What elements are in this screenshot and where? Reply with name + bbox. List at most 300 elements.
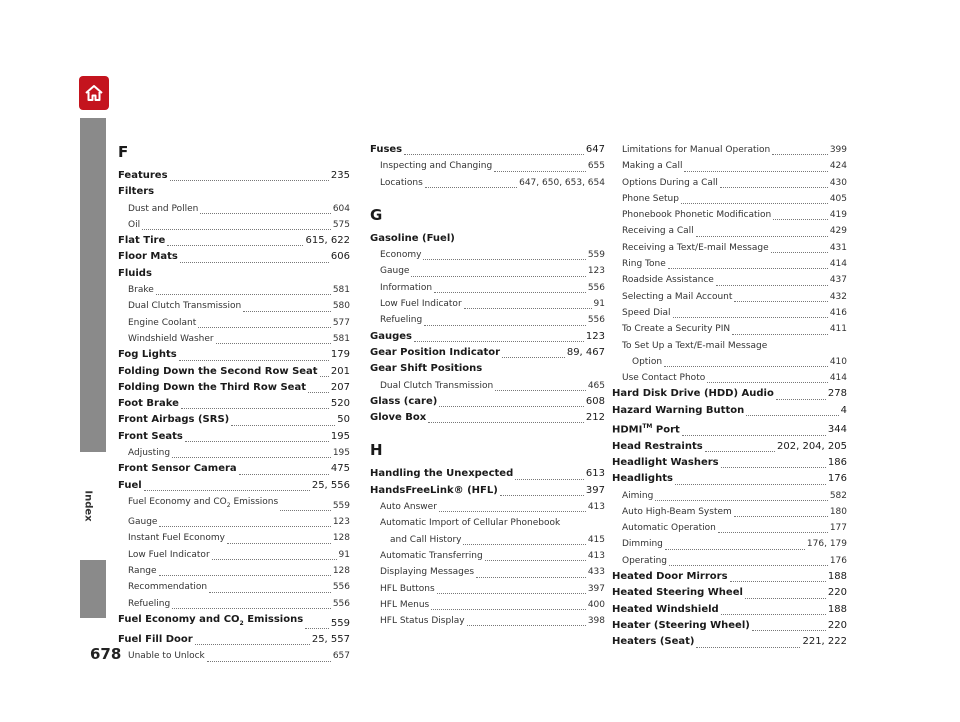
dot-leader xyxy=(167,245,303,246)
page-ref-link[interactable]: 128 xyxy=(332,533,350,544)
index-subentry[interactable] xyxy=(612,553,847,569)
page-ref-link[interactable]: 278 xyxy=(827,388,847,400)
page-ref-link[interactable]: 606 xyxy=(330,251,350,263)
index-entry[interactable] xyxy=(118,429,350,445)
dot-leader xyxy=(485,560,586,561)
entry-label: Glass (care) xyxy=(370,395,438,407)
page-ref-link[interactable]: 647, 650, 653, 654 xyxy=(519,177,605,188)
index-entry[interactable] xyxy=(612,602,847,618)
index-subentry[interactable] xyxy=(612,305,847,321)
page-ref-link[interactable]: 424 xyxy=(829,161,847,172)
entry-label: Inspecting and Changing xyxy=(380,161,493,172)
index-subentry[interactable] xyxy=(118,530,350,546)
dot-leader xyxy=(495,390,586,391)
entry-label: Automatic Transferring xyxy=(380,550,483,561)
index-entry[interactable] xyxy=(118,478,350,494)
page-ref-link[interactable]: 431 xyxy=(829,242,847,253)
page-ref-link[interactable]: 202, 204, 205 xyxy=(777,440,847,452)
page-ref-link[interactable]: 50 xyxy=(337,414,350,426)
entry-label: Fuel Economy and $CO_2$ Emissions xyxy=(128,496,279,509)
dot-leader xyxy=(159,575,331,576)
dot-leader xyxy=(476,577,586,578)
index-entry[interactable] xyxy=(370,466,605,482)
entry-label: Aiming xyxy=(622,490,654,501)
entry-label: Limitations for Manual Operation xyxy=(622,145,771,155)
index-entry[interactable] xyxy=(612,634,847,650)
index-subentry[interactable] xyxy=(612,536,847,552)
dot-leader xyxy=(437,593,586,594)
page-ref-link[interactable]: 559 xyxy=(332,500,350,511)
dot-leader xyxy=(665,549,805,550)
page-ref-link[interactable]: 608 xyxy=(585,395,605,407)
dot-leader xyxy=(439,406,584,407)
dot-leader xyxy=(515,479,584,480)
page-ref-link[interactable]: 655 xyxy=(587,161,605,172)
index-subentry[interactable] xyxy=(370,499,605,515)
index-entry[interactable] xyxy=(370,142,605,158)
index-subentry[interactable] xyxy=(370,548,605,564)
index-subentry[interactable] xyxy=(370,581,605,597)
index-subentry[interactable] xyxy=(612,191,847,207)
index-entry[interactable] xyxy=(612,569,847,585)
page-ref-link[interactable]: 647 xyxy=(585,144,605,155)
index-entry[interactable] xyxy=(370,329,605,345)
entry-label: Adjusting xyxy=(128,448,171,459)
dot-leader xyxy=(439,511,586,512)
entry-label: Recommendation xyxy=(128,582,208,593)
entry-label: Auto High-Beam System xyxy=(622,506,732,517)
page-ref-link[interactable]: 207 xyxy=(330,381,350,393)
page-ref-link[interactable]: 415 xyxy=(587,534,605,545)
entry-label: Automatic Operation xyxy=(622,523,716,534)
dot-leader xyxy=(752,630,826,631)
index-subentry[interactable] xyxy=(370,280,605,296)
index-subentry[interactable] xyxy=(370,597,605,613)
dot-leader xyxy=(675,484,826,485)
entry-label: Folding Down the Third Row Seat xyxy=(118,381,306,393)
entry-label: Heated Windshield xyxy=(612,603,719,615)
entry-label: Front Sensor Camera xyxy=(118,463,237,475)
index-subentry[interactable] xyxy=(370,263,605,279)
dot-leader xyxy=(696,647,800,648)
dot-leader xyxy=(200,213,330,214)
entry-label: Dimming xyxy=(622,539,663,550)
dot-leader xyxy=(280,510,331,511)
page-ref-link[interactable]: 413 xyxy=(587,502,605,513)
index-entry[interactable] xyxy=(612,403,847,419)
entry-label: Heaters (Seat) xyxy=(612,636,695,648)
index-entry[interactable] xyxy=(118,249,350,265)
entry-label: Gauge xyxy=(380,266,410,277)
entry-label: Windshield Washer xyxy=(128,333,214,344)
page-ref-link[interactable]: 123 xyxy=(332,517,350,528)
index-subentry[interactable] xyxy=(118,579,350,595)
page-ref-link[interactable]: 195 xyxy=(330,430,350,442)
entry-label: Automatic Import of Cellular Phonebook xyxy=(380,518,561,529)
entry-label: Roadside Assistance xyxy=(622,275,714,286)
index-entry[interactable] xyxy=(118,612,350,632)
page-ref-link[interactable]: 581 xyxy=(332,333,350,344)
index-entry[interactable] xyxy=(612,386,847,402)
dot-leader xyxy=(231,425,335,426)
entry-label: Speed Dial xyxy=(622,307,671,318)
entry-label: Unable to Unlock xyxy=(128,651,205,662)
page-ref-link[interactable]: 235 xyxy=(330,170,350,181)
index-subentry[interactable] xyxy=(612,223,847,239)
entry-label: Heated Steering Wheel xyxy=(612,587,743,599)
entry-label: Flat Tire xyxy=(118,235,166,247)
entry-label: Heated Door Mirrors xyxy=(612,571,728,583)
entry-label: Refueling xyxy=(128,598,171,609)
page-ref-link[interactable]: 559 xyxy=(330,617,350,629)
page-ref-link[interactable]: 91 xyxy=(593,299,605,310)
index-entry[interactable] xyxy=(118,364,350,380)
page-ref-link[interactable]: 400 xyxy=(587,599,605,610)
page-ref-link[interactable]: 430 xyxy=(829,177,847,188)
page-ref-link[interactable]: 188 xyxy=(827,603,847,615)
index-subentry[interactable] xyxy=(118,217,350,233)
page-ref-link[interactable]: 577 xyxy=(332,317,350,328)
dot-leader xyxy=(207,661,331,662)
dot-leader xyxy=(423,259,585,260)
dot-leader xyxy=(721,467,826,468)
index-column-2 xyxy=(370,142,605,629)
dot-leader xyxy=(425,187,517,188)
index-subentry[interactable] xyxy=(370,564,605,580)
page-ref-link[interactable]: 414 xyxy=(829,259,847,270)
entry-label: HandsFreeLink® (HFL) xyxy=(370,484,498,496)
dot-leader xyxy=(681,203,828,204)
dot-leader xyxy=(707,382,828,383)
section-letter-g: G xyxy=(370,205,383,224)
page-ref-link[interactable]: 475 xyxy=(330,463,350,475)
dot-leader xyxy=(716,285,828,286)
index-subentry[interactable] xyxy=(118,445,350,461)
entry-label: Low Fuel Indicator xyxy=(380,299,462,310)
index-subentry[interactable] xyxy=(118,648,350,664)
page-ref-link[interactable]: 220 xyxy=(827,619,847,631)
index-subentry[interactable] xyxy=(118,547,350,563)
index-entry[interactable] xyxy=(370,483,605,499)
index-subentry[interactable] xyxy=(370,532,605,548)
page-ref-link[interactable]: 123 xyxy=(585,330,605,342)
dot-leader xyxy=(655,500,827,501)
entry-label: Gear Position Indicator xyxy=(370,346,501,358)
page-ref-link[interactable]: 177 xyxy=(829,523,847,534)
section-letter-h: H xyxy=(370,441,383,460)
page-ref-link[interactable]: 89, 467 xyxy=(566,346,605,358)
dot-leader xyxy=(434,292,586,293)
index-subentry[interactable] xyxy=(612,289,847,305)
index-entry[interactable] xyxy=(118,396,350,412)
page-ref-link[interactable]: 580 xyxy=(332,301,350,312)
dot-leader xyxy=(732,334,828,335)
entry-label: HDMI™ Port xyxy=(612,423,680,436)
index-entry[interactable] xyxy=(118,347,350,363)
page-ref-link[interactable]: 186 xyxy=(827,456,847,468)
page-ref-link[interactable]: 25, 556 xyxy=(311,479,350,491)
entry-label: Gauges xyxy=(370,330,412,342)
entry-label: Dual Clutch Transmission xyxy=(380,380,494,391)
entry-label: Displaying Messages xyxy=(380,567,475,578)
dot-leader xyxy=(718,532,828,533)
entry-label: Locations xyxy=(380,177,423,188)
dot-leader xyxy=(320,376,329,377)
index-subentry[interactable] xyxy=(612,158,847,174)
index-entries xyxy=(612,142,847,651)
page-ref-link[interactable]: 419 xyxy=(829,210,847,221)
page-ref-link[interactable]: 4 xyxy=(840,404,847,416)
index-subentry[interactable] xyxy=(612,370,847,386)
page-ref-link[interactable]: 179 xyxy=(330,349,350,361)
index-entry[interactable] xyxy=(612,618,847,634)
page-ref-link[interactable]: 212 xyxy=(585,412,605,424)
page-ref-link[interactable]: 581 xyxy=(332,285,350,296)
dot-leader xyxy=(428,422,584,423)
index-entry[interactable] xyxy=(370,345,605,361)
entry-label: Handling the Unexpected xyxy=(370,468,514,480)
entry-label: Foot Brake xyxy=(118,398,179,410)
page-ref-link[interactable]: 91 xyxy=(338,549,350,560)
entry-label: Dust and Pollen xyxy=(128,203,199,214)
index-entry[interactable] xyxy=(612,439,847,455)
page-ref-link[interactable]: 344 xyxy=(827,424,847,436)
page-ref-link[interactable]: 413 xyxy=(587,550,605,561)
dot-leader xyxy=(179,360,329,361)
page-ref-link[interactable]: 432 xyxy=(829,291,847,302)
page-ref-link[interactable]: 195 xyxy=(332,448,350,459)
index-entry[interactable] xyxy=(118,380,350,396)
index-entry[interactable] xyxy=(370,410,605,426)
index-subentry[interactable] xyxy=(118,282,350,298)
entry-label: Hard Disk Drive (HDD) Audio xyxy=(612,388,774,400)
page-ref-link[interactable]: 25, 557 xyxy=(311,634,350,646)
dot-leader xyxy=(424,325,586,326)
entry-label: Low Fuel Indicator xyxy=(128,549,210,560)
entry-label: Brake xyxy=(128,285,154,296)
dot-leader xyxy=(668,268,828,269)
index-heading: Filters xyxy=(118,186,155,198)
index-entry[interactable] xyxy=(118,168,350,184)
index-subentry[interactable] xyxy=(370,296,605,312)
index-subentry[interactable] xyxy=(118,298,350,314)
dot-leader xyxy=(734,516,828,517)
page-ref-link[interactable]: 613 xyxy=(585,468,605,480)
page-ref-link[interactable]: 410 xyxy=(829,356,847,367)
dot-leader xyxy=(664,366,828,367)
page-ref-link[interactable]: 575 xyxy=(332,219,350,230)
entry-label: Oil xyxy=(128,219,141,230)
dot-leader xyxy=(682,435,826,436)
index-subentry[interactable] xyxy=(118,494,350,514)
dot-leader xyxy=(209,592,331,593)
page-ref-link[interactable]: 176 xyxy=(827,473,847,485)
dot-leader xyxy=(305,628,329,629)
index-subentry[interactable] xyxy=(370,158,605,174)
entry-label: Folding Down the Second Row Seat xyxy=(118,365,318,377)
dot-leader xyxy=(185,441,329,442)
dot-leader xyxy=(464,308,592,309)
entry-label: Auto Answer xyxy=(380,502,437,513)
dot-leader xyxy=(730,581,826,582)
entry-label: Operating xyxy=(622,555,667,566)
dot-leader xyxy=(669,565,828,566)
dot-leader xyxy=(502,357,565,358)
dot-leader xyxy=(463,544,585,545)
index-subentry[interactable] xyxy=(612,272,847,288)
page-ref-link[interactable]: 128 xyxy=(332,565,350,576)
entry-label: Receiving a Text/E-mail Message xyxy=(622,242,769,253)
entry-label: Instant Fuel Economy xyxy=(128,533,225,544)
page-ref-link[interactable]: 397 xyxy=(585,484,605,496)
dot-leader xyxy=(239,474,329,475)
index-subentry[interactable] xyxy=(612,488,847,504)
entry-label: Fuel Fill Door xyxy=(118,634,193,646)
dot-leader xyxy=(771,252,828,253)
index-subentry[interactable] xyxy=(612,240,847,256)
index-subentry[interactable] xyxy=(118,563,350,579)
entry-label: Phone Setup xyxy=(622,193,679,204)
dot-leader xyxy=(720,187,828,188)
index-subentry[interactable] xyxy=(612,520,847,536)
dot-leader xyxy=(404,154,584,155)
dot-leader xyxy=(414,341,584,342)
page-ref-link[interactable]: 201 xyxy=(330,365,350,377)
index-entry[interactable] xyxy=(118,632,350,648)
dot-leader xyxy=(172,608,331,609)
page-ref-link[interactable]: 405 xyxy=(829,193,847,204)
index-heading: Gear Shift Positions xyxy=(370,363,483,375)
entry-label: Front Seats xyxy=(118,430,183,442)
index-subentry[interactable] xyxy=(370,613,605,629)
page-ref-link[interactable]: 176, 179 xyxy=(806,539,847,550)
page-ref-link[interactable]: 556 xyxy=(587,315,605,326)
dot-leader xyxy=(500,495,584,496)
index-entry[interactable] xyxy=(612,585,847,601)
page-ref-link[interactable]: 604 xyxy=(332,203,350,214)
entry-label: Range xyxy=(128,565,157,576)
index-subentry[interactable] xyxy=(612,207,847,223)
entry-label: Head Restraints xyxy=(612,440,703,452)
index-subentry[interactable] xyxy=(118,331,350,347)
dot-leader xyxy=(144,490,310,491)
dot-leader xyxy=(721,614,826,615)
page-ref-link[interactable]: 437 xyxy=(829,275,847,286)
page-ref-link[interactable]: 414 xyxy=(829,373,847,384)
index-subentry[interactable] xyxy=(370,175,605,191)
page-ref-link[interactable]: 188 xyxy=(827,571,847,583)
index-subentry[interactable] xyxy=(370,312,605,328)
page-ref-link[interactable]: 556 xyxy=(332,598,350,609)
dot-leader xyxy=(172,457,331,458)
index-subentry[interactable] xyxy=(612,321,847,337)
index-entry[interactable] xyxy=(612,419,847,439)
page-ref-link[interactable]: 176 xyxy=(829,555,847,566)
index-subentry[interactable] xyxy=(612,504,847,520)
page-ref-link[interactable]: 399 xyxy=(829,145,847,155)
page-ref-link[interactable]: 220 xyxy=(827,587,847,599)
entry-label: Fuses xyxy=(370,144,403,155)
dot-leader xyxy=(180,262,329,263)
index-heading: Fluids xyxy=(118,267,152,279)
page-ref-link[interactable]: 657 xyxy=(332,651,350,662)
index-entry[interactable] xyxy=(118,461,350,477)
page-ref-link[interactable]: 556 xyxy=(587,282,605,293)
entry-label: HFL Status Display xyxy=(380,616,465,627)
dot-leader xyxy=(673,317,828,318)
index-entry[interactable] xyxy=(612,455,847,471)
dot-leader xyxy=(243,311,331,312)
page-ref-link[interactable]: 559 xyxy=(587,250,605,261)
index-entries xyxy=(370,466,605,629)
index-subentry[interactable] xyxy=(612,142,847,158)
dot-leader xyxy=(772,154,828,155)
home-button[interactable] xyxy=(79,76,109,110)
entry-label: Gauge xyxy=(128,517,158,528)
page-ref-link[interactable]: 429 xyxy=(829,226,847,237)
entry-label: Hazard Warning Button xyxy=(612,404,745,416)
index-column-3 xyxy=(612,142,847,651)
dot-leader xyxy=(494,171,586,172)
index-subentry[interactable] xyxy=(370,247,605,263)
index-entry[interactable] xyxy=(370,394,605,410)
dot-leader xyxy=(773,219,828,220)
page-ref-link[interactable]: 398 xyxy=(587,616,605,627)
index-subentry[interactable] xyxy=(118,514,350,530)
dot-leader xyxy=(170,180,329,181)
home-icon xyxy=(83,82,105,104)
page-ref-link[interactable]: 582 xyxy=(829,490,847,501)
entry-label: Phonebook Phonetic Modification xyxy=(622,210,772,221)
index-subentry[interactable] xyxy=(118,201,350,217)
index-subentry[interactable] xyxy=(370,378,605,394)
index-subentry[interactable] xyxy=(118,315,350,331)
entry-label: Dual Clutch Transmission xyxy=(128,301,242,312)
index-subentry[interactable] xyxy=(118,596,350,612)
entry-label: Front Airbags (SRS) xyxy=(118,414,230,426)
index-column-1 xyxy=(118,142,350,665)
index-entry[interactable] xyxy=(118,233,350,249)
page-ref-link[interactable]: 416 xyxy=(829,307,847,318)
page-ref-link[interactable]: 180 xyxy=(829,506,847,517)
entry-label: Options During a Call xyxy=(622,177,718,188)
page-ref-link[interactable]: 465 xyxy=(587,380,605,391)
index-subentry[interactable] xyxy=(612,256,847,272)
page-ref-link[interactable]: 411 xyxy=(829,324,847,335)
entry-label: Option xyxy=(632,356,663,367)
dot-leader xyxy=(411,276,585,277)
index-subentry[interactable] xyxy=(612,175,847,191)
index-subentry[interactable] xyxy=(612,354,847,370)
page-ref-link[interactable]: 615, 622 xyxy=(305,235,350,247)
page-ref-link[interactable]: 397 xyxy=(587,583,605,594)
entry-label: HFL Menus xyxy=(380,599,430,610)
page-ref-link[interactable]: 123 xyxy=(587,266,605,277)
entry-label: Headlights xyxy=(612,473,673,485)
dot-leader xyxy=(159,526,330,527)
page-ref-link[interactable]: 433 xyxy=(587,567,605,578)
dot-leader xyxy=(142,229,331,230)
page-ref-link[interactable]: 520 xyxy=(330,398,350,410)
page-ref-link[interactable]: 221, 222 xyxy=(802,636,847,648)
index-entry[interactable] xyxy=(118,412,350,428)
dot-leader xyxy=(431,609,586,610)
page-ref-link[interactable]: 556 xyxy=(332,582,350,593)
index-entry[interactable] xyxy=(612,471,847,487)
index-subheading xyxy=(612,338,847,354)
entry-label: Economy xyxy=(380,250,422,261)
entry-label: Glove Box xyxy=(370,412,427,424)
